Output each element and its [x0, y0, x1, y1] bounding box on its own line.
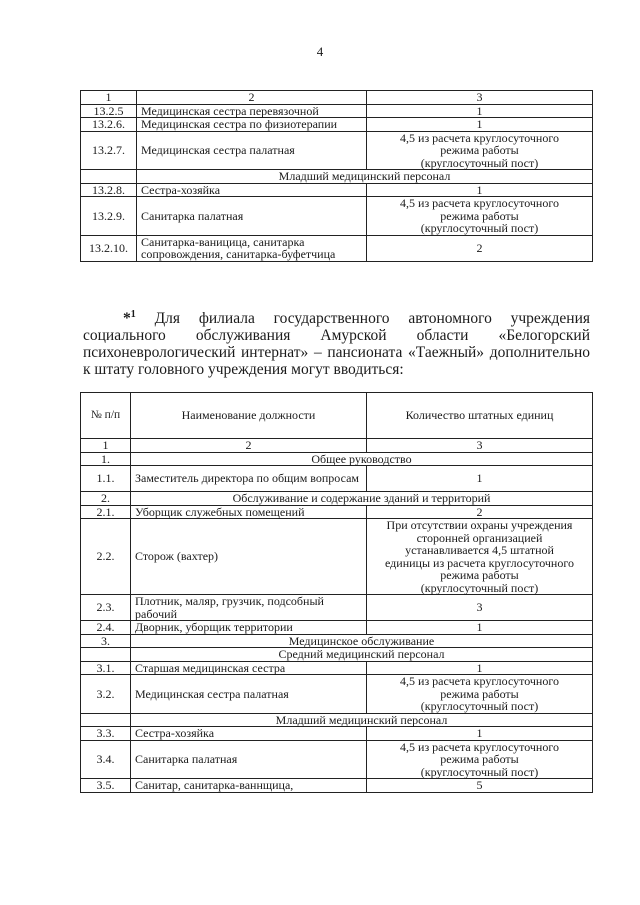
position-name: Сторож (вахтер) — [131, 519, 367, 595]
staff-count-line: режима работы — [440, 752, 519, 766]
staff-count-line: 5 — [476, 778, 483, 792]
table-row — [81, 621, 593, 635]
section-title: Общее руководство — [131, 452, 593, 466]
staff-count — [367, 197, 593, 236]
staff-count — [367, 727, 593, 741]
table-row — [81, 183, 593, 197]
section-title: Младший медицинский персонал — [131, 713, 593, 727]
table-row — [81, 595, 593, 621]
position-name: Медицинская сестра перевязочной — [137, 104, 367, 118]
position-name: Медицинская сестра палатная — [137, 131, 367, 170]
position-name: Сестра-хозяйка — [131, 727, 367, 741]
section-row — [81, 648, 593, 662]
staff-count-line: режима работы — [440, 686, 519, 701]
footnote-text: Для филиала государственного автономного учреждения социального обслуживания Амурской области «Белогорский психоневрологический интернат» – пансионата «Таежный» дополнительно к штату головного учреждения могут вводиться: — [83, 310, 591, 379]
column-number-cell: 2 — [131, 439, 367, 453]
table-row — [81, 197, 593, 236]
table-row — [81, 519, 593, 595]
row-number: 13.2.9. — [81, 197, 137, 236]
staff-count-line: (круглосуточный пост) — [420, 580, 539, 595]
section-row — [81, 713, 593, 727]
staff-count — [367, 740, 593, 779]
row-number: 13.2.6. — [81, 118, 137, 132]
column-header-row — [81, 393, 593, 439]
position-name: Санитарка палатная — [137, 197, 367, 236]
row-number: 3.1. — [81, 661, 131, 675]
column-number-cell: 3 — [367, 439, 593, 453]
footnote-marker: *$^1$ — [123, 309, 136, 328]
row-number: 3.3. — [81, 727, 131, 741]
table-row — [81, 727, 593, 741]
row-number — [81, 170, 137, 184]
column-number-cell: 3 — [367, 91, 593, 105]
section-title: Медицинское обслуживание — [131, 634, 593, 648]
table-row — [81, 104, 593, 118]
staff-count-line: 4,5 из расчета круглосуточного — [400, 739, 559, 754]
table-row — [81, 505, 593, 519]
row-number: 1. — [81, 452, 131, 466]
row-number: 3.5. — [81, 779, 131, 793]
staff-count — [367, 131, 593, 170]
row-number: 1.1. — [81, 466, 131, 492]
position-name: Старшая медицинская сестра — [131, 661, 367, 675]
row-number: 13.2.8. — [81, 183, 137, 197]
staff-count-line: 1 — [476, 117, 483, 131]
staff-count-line: 1 — [476, 182, 483, 197]
staff-count — [367, 621, 593, 635]
staff-count-line: 2 — [476, 240, 483, 255]
page-number: 4 — [316, 44, 324, 59]
position-name: Медицинская сестра по физиотерапии — [137, 118, 367, 132]
staff-count-line: (круглосуточный пост) — [420, 221, 539, 235]
staff-count — [367, 661, 593, 675]
section-title: Средний медицинский персонал — [131, 648, 593, 662]
staff-count-line: сторонней организацией — [416, 530, 543, 545]
staff-count-line: 3 — [476, 600, 483, 615]
staff-count — [367, 183, 593, 197]
staff-count-line: 2 — [476, 504, 483, 519]
position-name: Санитар, санитарка-ваннщица, — [131, 779, 367, 793]
column-title-qty: Количество штатных единиц — [367, 393, 593, 439]
staff-count-line: 4,5 из расчета круглосуточного — [400, 130, 559, 145]
position-name: Уборщик служебных помещений — [131, 505, 367, 519]
staff-count-line: 1 — [476, 620, 483, 634]
row-number: 2. — [81, 492, 131, 506]
staff-count-line: режима работы — [440, 568, 519, 582]
row-number: 2.1. — [81, 505, 131, 519]
row-number: 13.2.5 — [81, 104, 137, 118]
section-row — [81, 170, 593, 184]
staff-count — [367, 505, 593, 519]
staff-count — [367, 466, 593, 492]
table-row — [81, 675, 593, 714]
staff-count-line: (круглосуточный пост) — [420, 764, 539, 779]
row-number: 2.4. — [81, 621, 131, 635]
staff-count-line: 1 — [476, 726, 483, 740]
staff-count-line: устанавливается 4,5 штатной — [405, 543, 554, 557]
position-name: Санитарка палатная — [131, 740, 367, 779]
row-number: 3. — [81, 634, 131, 648]
table-row — [81, 661, 593, 675]
staff-count — [367, 235, 593, 261]
section-row — [81, 492, 593, 506]
column-number-row — [81, 91, 593, 105]
section-row — [81, 452, 593, 466]
table-row — [81, 779, 593, 793]
row-number: 13.2.7. — [81, 131, 137, 170]
row-number: 3.4. — [81, 740, 131, 779]
section-row — [81, 634, 593, 648]
footnote-paragraph — [83, 306, 590, 378]
row-number — [81, 713, 131, 727]
column-title-name: Наименование должности — [131, 393, 367, 439]
staff-count-line: 4,5 из расчета круглосуточного — [400, 674, 559, 688]
staff-table-continued — [80, 90, 593, 262]
position-name: Дворник, уборщик территории — [131, 621, 367, 635]
column-number-cell: 2 — [137, 91, 367, 105]
position-name: Заместитель директора по общим вопросам — [131, 466, 367, 492]
column-number-cell: 1 — [81, 91, 137, 105]
staff-count — [367, 519, 593, 595]
column-number-row — [81, 439, 593, 453]
table-row — [81, 740, 593, 779]
table-row — [81, 235, 593, 261]
row-number: 2.2. — [81, 519, 131, 595]
staff-count-line: единицы из расчета круглосуточного — [385, 555, 574, 570]
staff-count-line: (круглосуточный пост) — [420, 699, 539, 713]
staff-count-line: 1 — [476, 103, 483, 118]
staff-count — [367, 104, 593, 118]
column-number-cell: 1 — [81, 439, 131, 453]
row-number — [81, 648, 131, 662]
staff-count-line: режима работы — [440, 208, 519, 223]
staff-count-line: При отсутствии охраны учреждения — [386, 518, 573, 532]
staff-count-line: (круглосуточный пост) — [420, 155, 539, 170]
position-name: Плотник, маляр, грузчик, подсобный рабочий — [131, 595, 367, 621]
staff-count — [367, 779, 593, 793]
staff-count — [367, 118, 593, 132]
position-name: Медицинская сестра палатная — [131, 675, 367, 714]
column-title-num: № п/п — [81, 393, 131, 439]
position-name: Санитарка-ваницица, санитарка сопровождения, санитарка-буфетчица — [137, 235, 367, 261]
table-row — [81, 118, 593, 132]
row-number: 13.2.10. — [81, 235, 137, 261]
section-title: Обслуживание и содержание зданий и территорий — [131, 492, 593, 506]
section-title: Младший медицинский персонал — [137, 170, 593, 184]
row-number: 2.3. — [81, 595, 131, 621]
staff-count-line: 1 — [476, 660, 483, 675]
row-number: 3.2. — [81, 675, 131, 714]
staff-count — [367, 595, 593, 621]
branch-staff-table — [80, 392, 593, 793]
staff-count — [367, 675, 593, 714]
table-row — [81, 466, 593, 492]
staff-count-line: режима работы — [440, 143, 519, 157]
staff-count-line: 4,5 из расчета круглосуточного — [400, 196, 559, 210]
table-row — [81, 131, 593, 170]
position-name: Сестра-хозяйка — [137, 183, 367, 197]
staff-count-line: 1 — [476, 471, 483, 486]
